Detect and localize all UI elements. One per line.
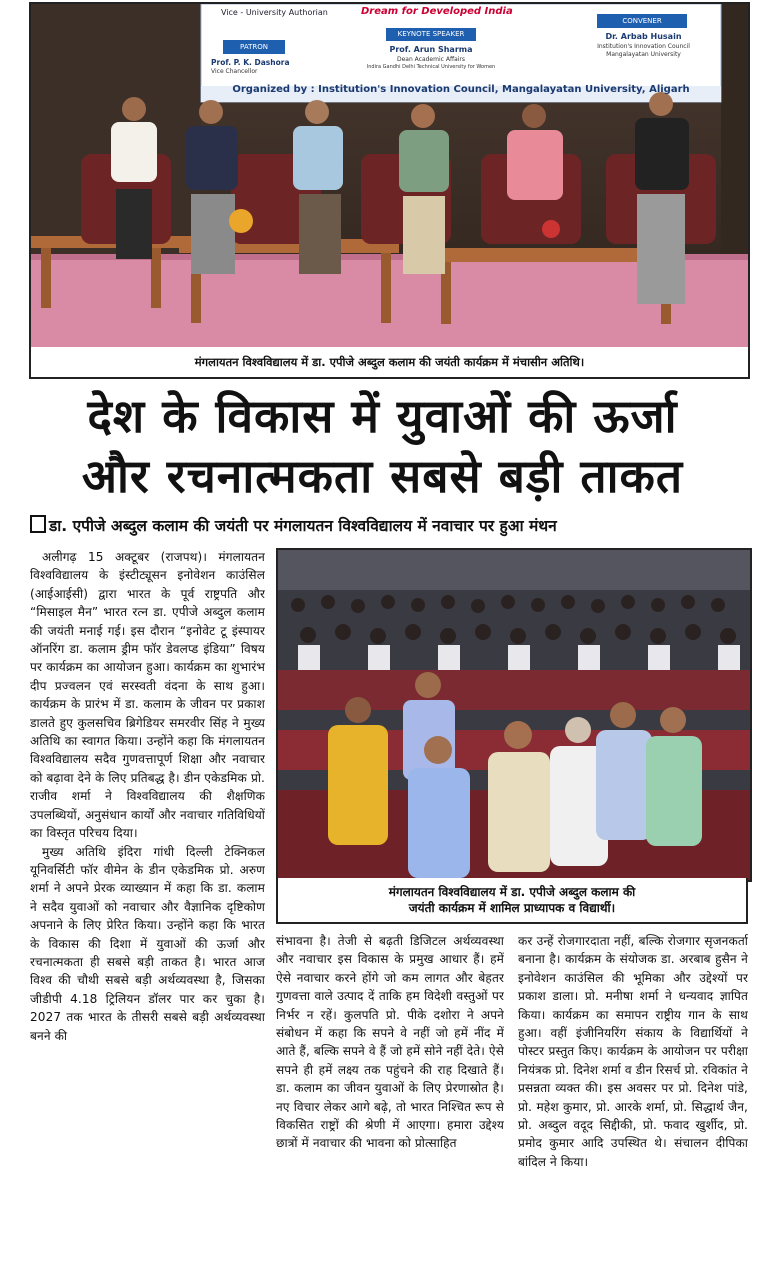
article-column-1 (30, 548, 265, 1276)
audience-photo (276, 548, 752, 882)
banner-keynote-org: Indira Gandhi Delhi Technical University for Women (366, 64, 496, 70)
banner-convener-org: Mangalayatan University (606, 51, 681, 58)
stage-caption-box (29, 347, 750, 379)
audience-caption-box (276, 878, 748, 924)
stage-photo (29, 2, 750, 351)
banner-keynote-role: Dean Academic Affairs (396, 56, 466, 63)
audience-caption-line-1: मंगलायतन विश्वविद्यालय में डा. एपीजे अब्दुल कलाम की (388, 885, 636, 899)
article-col2-text: संभावना है। तेजी से बढ़ती डिजिटल अर्थव्यवस्था और नवाचार इस विकास के प्रमुख आधार हैं। हमें ऐसे नवाचार करने होंगे जो कम लागत और बेहतर गुणवत्ता वाले उत्पाद दें ताकि हम विदेशी वस्तुओं पर निर्भर न रहें। कुलपति प्रो. पीके दशोरा ने अपने संबोधन में कहा कि सपने वे नहीं जो हमें नींद में आते हैं, बल्कि सपने वे हैं जो हमें सोने नहीं देते। ऐसे सपने ही हमें लक्ष्य तक पहुंचने की राह दिखाते हैं। डा. कलाम का जीवन युवाओं के लिए प्रेरणास्रोत है। नए विचार लेकर आगे बढ़े, तो भारत निश्चित रूप से विकसित राष्ट्रों की श्रेणी में आएगा। हमारा उद्देश्य छात्रों में नवाचार की भावना को प्रोत्साहित (276, 934, 504, 1151)
subhead-text: डा. एपीजे अब्दुल कलाम की जयंती पर मंगलायतन विश्वविद्यालय में नवाचार पर हुआ मंथन (49, 517, 557, 535)
banner-convener-role: Institution's Innovation Council (597, 43, 690, 50)
banner-keynote-label: KEYNOTE SPEAKER (386, 28, 476, 41)
article-column-2 (276, 932, 504, 1276)
banner-convener-name: Dr. Arbab Husain (605, 32, 682, 41)
banner-vc-line: Vice - University Authorian (221, 8, 328, 17)
audience-photo-image (278, 550, 750, 880)
banner-patron-name: Prof. P. K. Dashora (211, 58, 290, 67)
banner-keynote-name: Prof. Arun Sharma (389, 45, 473, 54)
subhead (30, 514, 750, 538)
audience-caption-line-2: जयंती कार्यक्रम में शामिल प्राध्यापक व विद्यार्थी। (408, 901, 616, 915)
article-col3-text: कर उन्हें रोजगारदाता नहीं, बल्कि रोजगार सृजनकर्ता बनाना है। कार्यक्रम के संयोजक डा. अरबाब हुसैन ने इनोवेशन काउंसिल की भूमिका और उद्देश्यों पर प्रकाश डाला। प्रो. मनीषा शर्मा ने धन्यवाद ज्ञापित किया। कार्यक्रम का समापन राष्ट्रीय गान के साथ हुआ। वहीं इंजीनियरिंग संकाय के विद्यार्थियों ने पोस्टर प्रस्तुत किए। कार्यक्रम के आयोजन पर परीक्षा नियंत्रक प्रो. दिनेश शर्मा व डीन रिसर्च प्रो. रविकांत ने प्रसन्नता व्यक्त की। इस अवसर पर प्रो. दिनेश पांडे, प्रो. महेश कुमार, प्रो. आरके शर्मा, प्रो. सिद्धार्थ जैन, प्रो. अब्दुल वदूद सिद्दीकी, प्रो. फवाद खुर्शीद, प्रो. प्रमोद कुमार आदि उपस्थित थे। संचालन दीपिका बांदिल ने किया। (518, 934, 748, 1169)
banner-tagline: Dream for Developed India (361, 6, 513, 17)
banner-convener-label: CONVENER (597, 14, 687, 28)
banner-patron-label: PATRON (223, 40, 285, 54)
article-col1-para-1: अलीगढ़ 15 अक्टूबर (राजपथ)। मंगलायतन विश्वविद्यालय के इंस्टीट्यूसन इनोवेशन काउंसिल (आईआईसी) द्वारा भारत के पूर्व राष्ट्रपति और “मिसाइल मैन” भारत रत्न डा. एपीजे अब्दुल कलाम की जयंती मनाई गई। इस दौरान “इनोवेट टू इंस्पायर ऑनरिंग डा. कलाम ड्रीम फॉर डेवलप्ड इंडिया” विषय पर कार्यक्रम का आयोजन हुआ। कार्यक्रम का शुभारंभ दीप प्रज्वलन एवं सरस्वती वंदना के साथ हुआ। कार्यक्रम के प्रारंभ में डा. कलाम के जीवन पर प्रकाश डालते हुए कुलसचिव ब्रिगेडियर समरवीर सिंह ने मुख्य अतिथि का स्वागत किया। उन्होंने कहा कि मंगलायतन विश्वविद्यालय सदैव गुणवत्तापूर्ण शिक्षा और नवाचार को बढ़ावा देने के लिए प्रतिबद्ध है। डीन एकेडमिक प्रो. राजीव शर्मा ने विश्वविद्यालय की शैक्षणिक उपलब्धियों, अनुसंधान कार्यों और नवाचार गतिविधियों का विस्तृत परिचय दिया। (30, 550, 265, 841)
headline-line-2: और रचनात्मकता सबसे बड़ी ताकत (81, 449, 684, 503)
bullet-box-icon (30, 515, 46, 533)
headline-line-1: देश के विकास में युवाओं की ऊर्जा (87, 389, 678, 443)
banner-patron-role: Vice Chancellor (211, 68, 258, 75)
article-col1-para-2: मुख्य अतिथि इंदिरा गांधी दिल्ली टेक्निकल यूनिवर्सिटी फॉर वीमेन के डीन एकेडमिक प्रो. अरुण शर्मा ने अपने प्रेरक व्याख्यान में कहा कि डा. कलाम ने सदैव युवाओं को नवाचार और वैज्ञानिक दृष्टिकोण अपनाने के लिए प्रेरित किया। उन्होंने कहा कि भारत के विकास की दिशा में युवाओं की ऊर्जा और रचनात्मकता ही सबसे बड़ी ताकत है। भारत आज विश्व की चौथी सबसे बड़ी अर्थव्यवस्था है, जिसका जीडीपी 4.18 ट्रिलियन डॉलर पार कर चुका है। 2027 तक भारत के तीसरी सबसे बड़ी अर्थव्यवस्था बनने की (30, 844, 265, 1043)
banner-organized-by: Organized by : Institution's Innovation Council, Mangalayatan University, Aligarh (232, 84, 690, 95)
article-column-3 (518, 932, 748, 1276)
stage-caption-text: मंगलायतन विश्वविद्यालय में डा. एपीजे अब्दुल कलाम की जयंती कार्यक्रम में मंचासीन अतिथि। (194, 355, 585, 369)
